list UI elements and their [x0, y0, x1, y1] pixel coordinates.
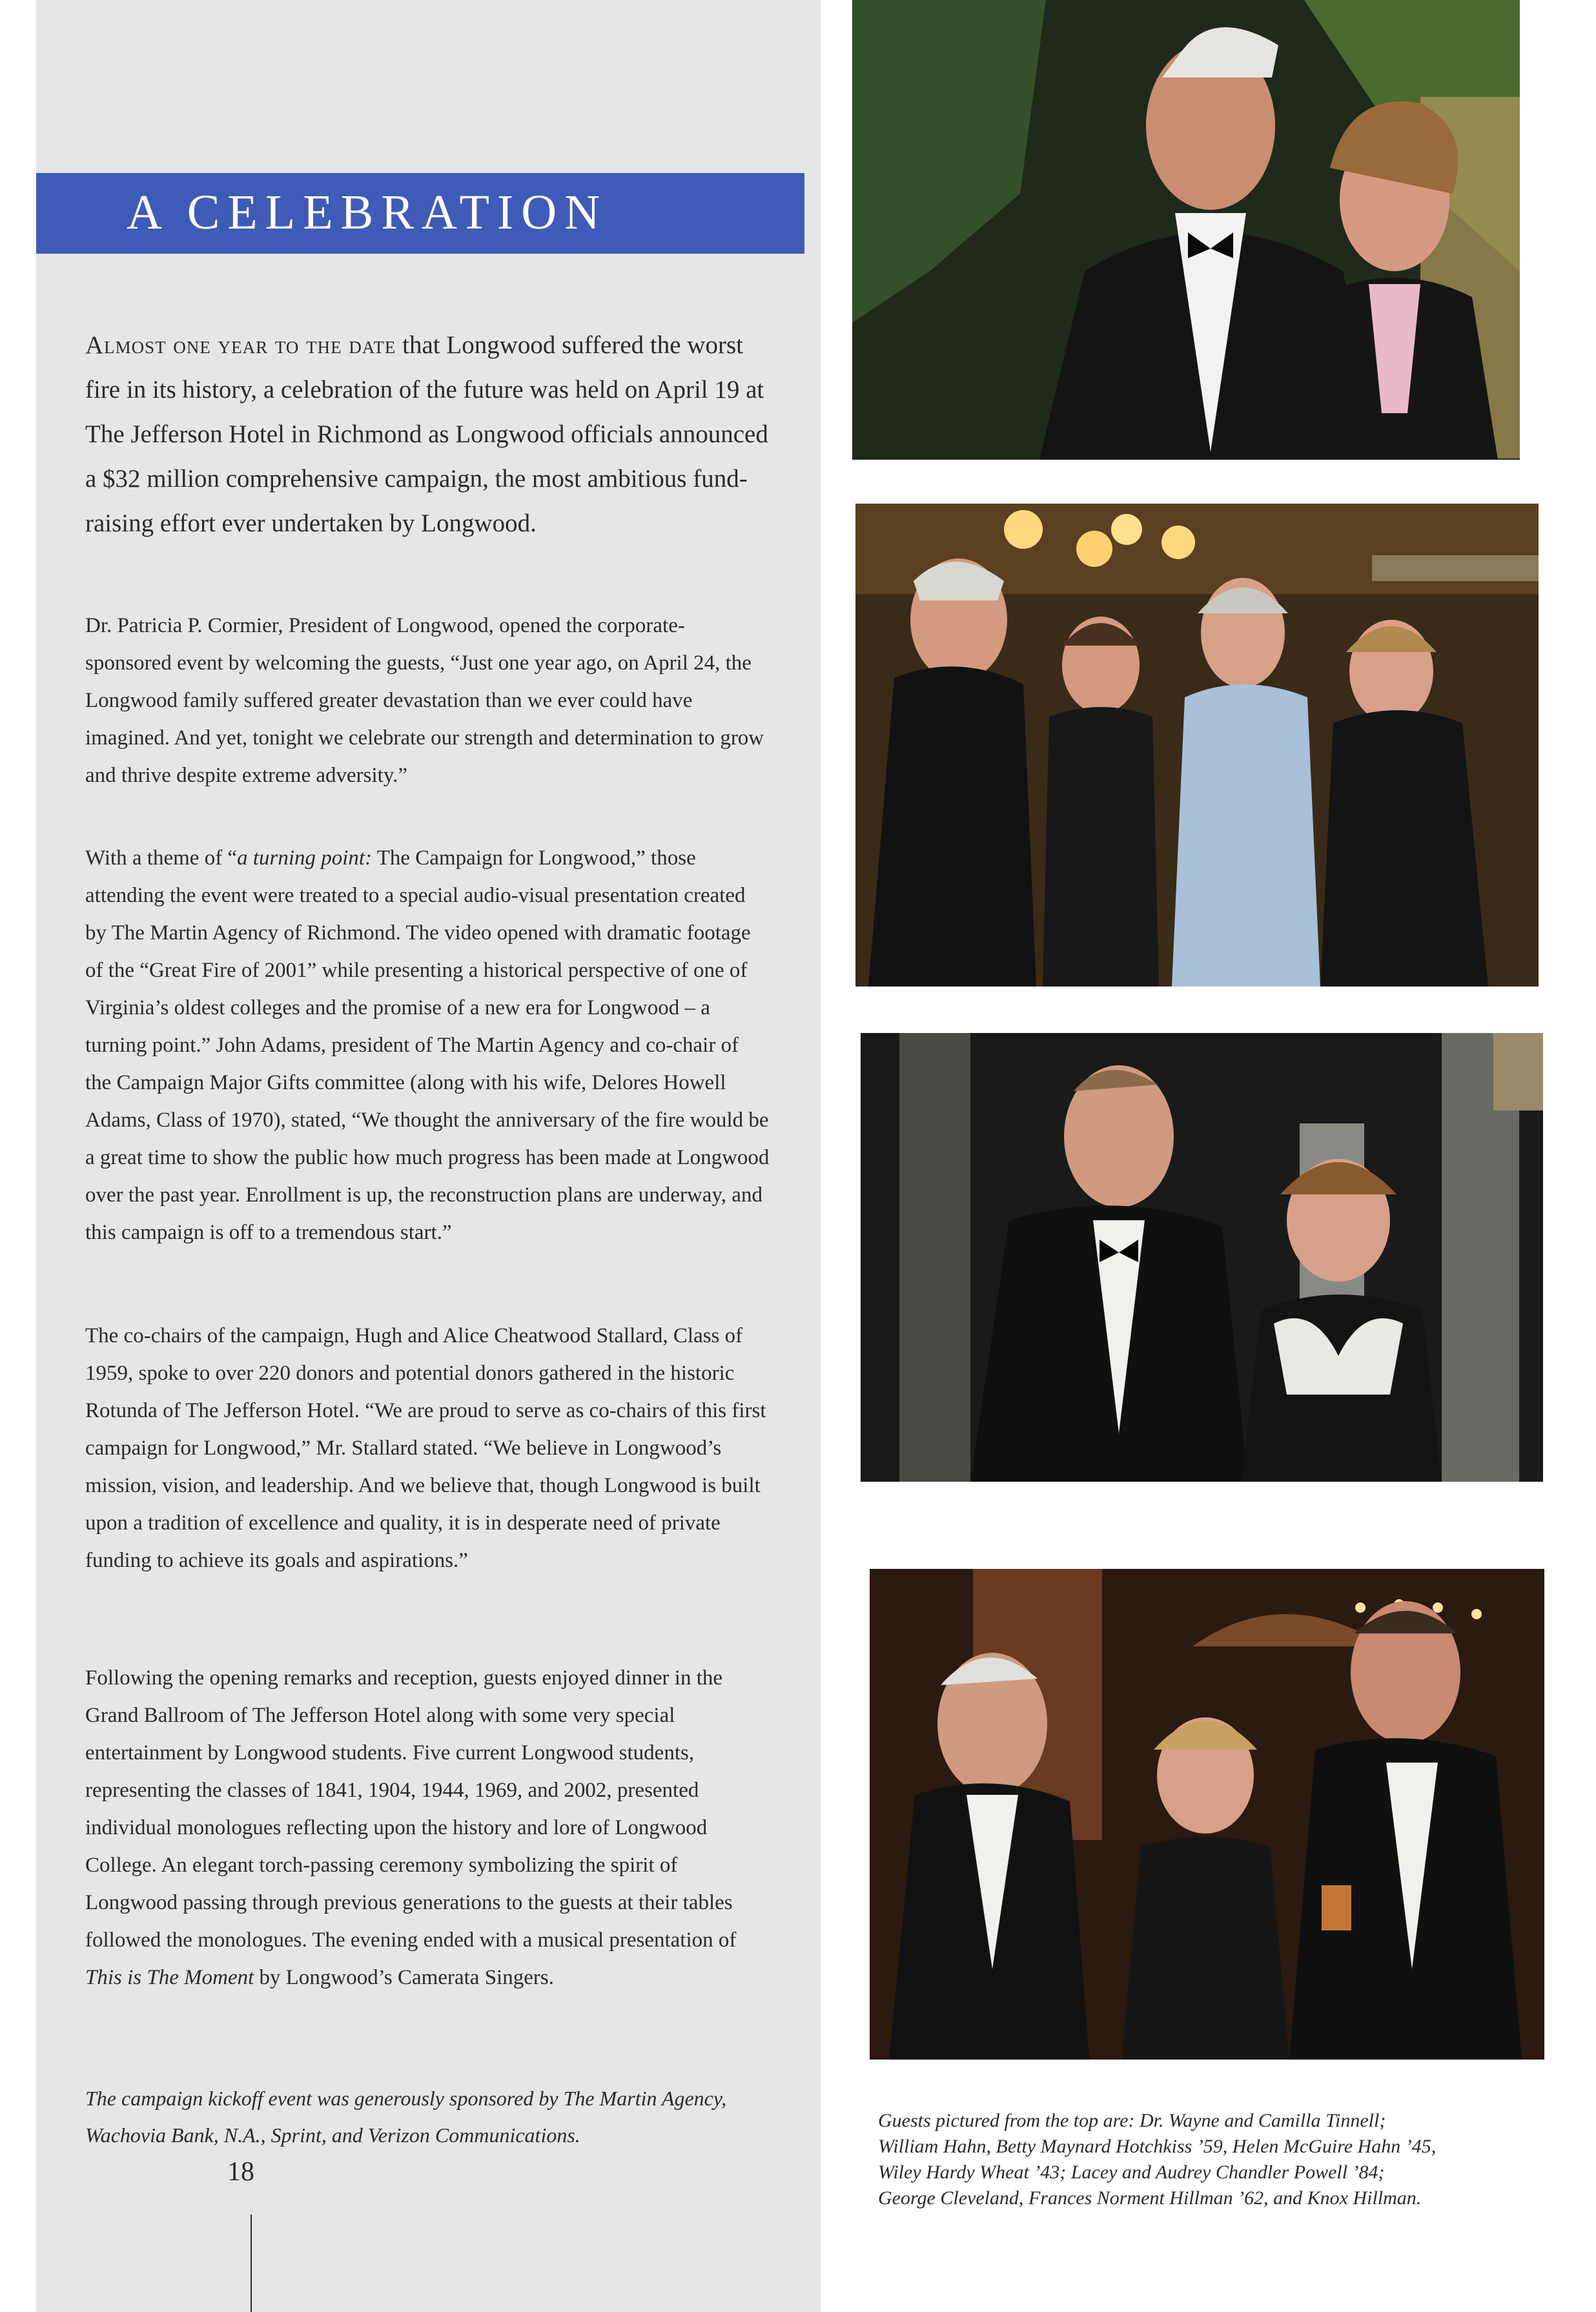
p2-rest: The Campaign for Longwood,” those attending the event were treated to a special audio-visual presentation created by The Martin Agency of Richmond. The video opened with dramatic footage of the “Great Fire of 2001” while presenting a historical perspective of one of Virginia’s oldest colleges and the promise of a new era for Longwood – a turning point.” John Adams, president of The Martin Agency and co-chair of the Campaign Major Gifts committee (along with his wife, Delores Howell Adams, Class of 1970), stated, “We thought the anniversary of the fire would be a great time to show the public how much progress has been made at Longwood over the past year. Enrollment is up, the reconstruction plans are underway, and this campaign is off to a tremendous start.” — [85, 846, 770, 1244]
lead-smallcaps: Almost one year to the date — [85, 331, 396, 359]
lead-text: that Longwood suffered the worst fire in its history, a celebration of the future was held on April 19 at The Jefferson Hotel in Richmond as Longwood officials announced a $32 million comprehensive campaign, the most ambitious fund-raising effort ever undertaken by Longwood. — [85, 331, 768, 537]
page-title: A CELEBRATION — [127, 185, 608, 240]
page-number: 18 — [227, 2157, 254, 2187]
caption-line-2: William Hahn, Betty Maynard Hotchkiss ’59, Helen McGuire Hahn ’45, — [878, 2136, 1437, 2157]
photo-hahn-group — [855, 504, 1539, 987]
p2-italic: a turning point: — [237, 846, 373, 870]
paragraph-dinner — [85, 1659, 770, 1996]
photo-powell — [861, 1033, 1543, 1482]
photo-tinnell — [852, 0, 1520, 460]
caption-line-1: Guests pictured from the top are: Dr. Wayne and Camilla Tinnell; — [878, 2110, 1386, 2131]
title-banner — [36, 173, 804, 254]
photo-caption — [878, 2108, 1562, 2211]
paragraph-theme — [85, 839, 770, 1251]
paragraph-cormier: Dr. Patricia P. Cormier, President of Longwood, opened the corporate-sponsored event by welcoming the guests, “Just one year ago, on April 24, the Longwood family suffered greater devastation than we ever could have imagined. And yet, tonight we celebrate our strength and determination to grow and thrive despite extreme adversity.” — [85, 614, 764, 787]
page-rule — [251, 2215, 252, 2312]
sponsor-note: The campaign kickoff event was generously sponsored by The Martin Agency, Wachovia Bank, N.A., Sprint, and Verizon Communications. — [85, 2087, 727, 2147]
caption-line-4: George Cleveland, Frances Norment Hillman ’62, and Knox Hillman. — [878, 2187, 1422, 2209]
paragraph-cochairs: The co-chairs of the campaign, Hugh and Alice Cheatwood Stallard, Class of 1959, spoke to over 220 donors and potential donors gathered in the historic Rotunda of The Jefferson Hotel. “We are proud to serve as co-chairs of this first campaign for Longwood,” Mr. Stallard stated. “We believe in Longwood’s mission, vision, and leadership. And we believe that, though Longwood is built upon a tradition of excellence and quality, it is in desperate need of private funding to achieve its goals and aspirations.” — [85, 1324, 766, 1572]
caption-line-3: Wiley Hardy Wheat ’43; Lacey and Audrey Chandler Powell ’84; — [878, 2162, 1385, 2183]
p2-start: With a theme of “ — [85, 846, 238, 870]
photo-hillman — [870, 1569, 1544, 2060]
p4-italic: This is The Moment — [85, 1966, 254, 1989]
p4-end: by Longwood’s Camerata Singers. — [254, 1966, 554, 1989]
lead-paragraph — [85, 323, 770, 546]
p4-start: Following the opening remarks and reception, guests enjoyed dinner in the Grand Ballroom of The Jefferson Hotel along with some very special entertainment by Longwood students. Five current Longwood students, representing the classes of 1841, 1904, 1944, 1969, and 2002, presented individual monologues reflecting upon the history and lore of Longwood College. An elegant torch-passing ceremony symbolizing the spirit of Longwood passing through previous generations to the guests at their tables followed the monologues. The evening ended with a musical presentation of — [85, 1666, 737, 1952]
